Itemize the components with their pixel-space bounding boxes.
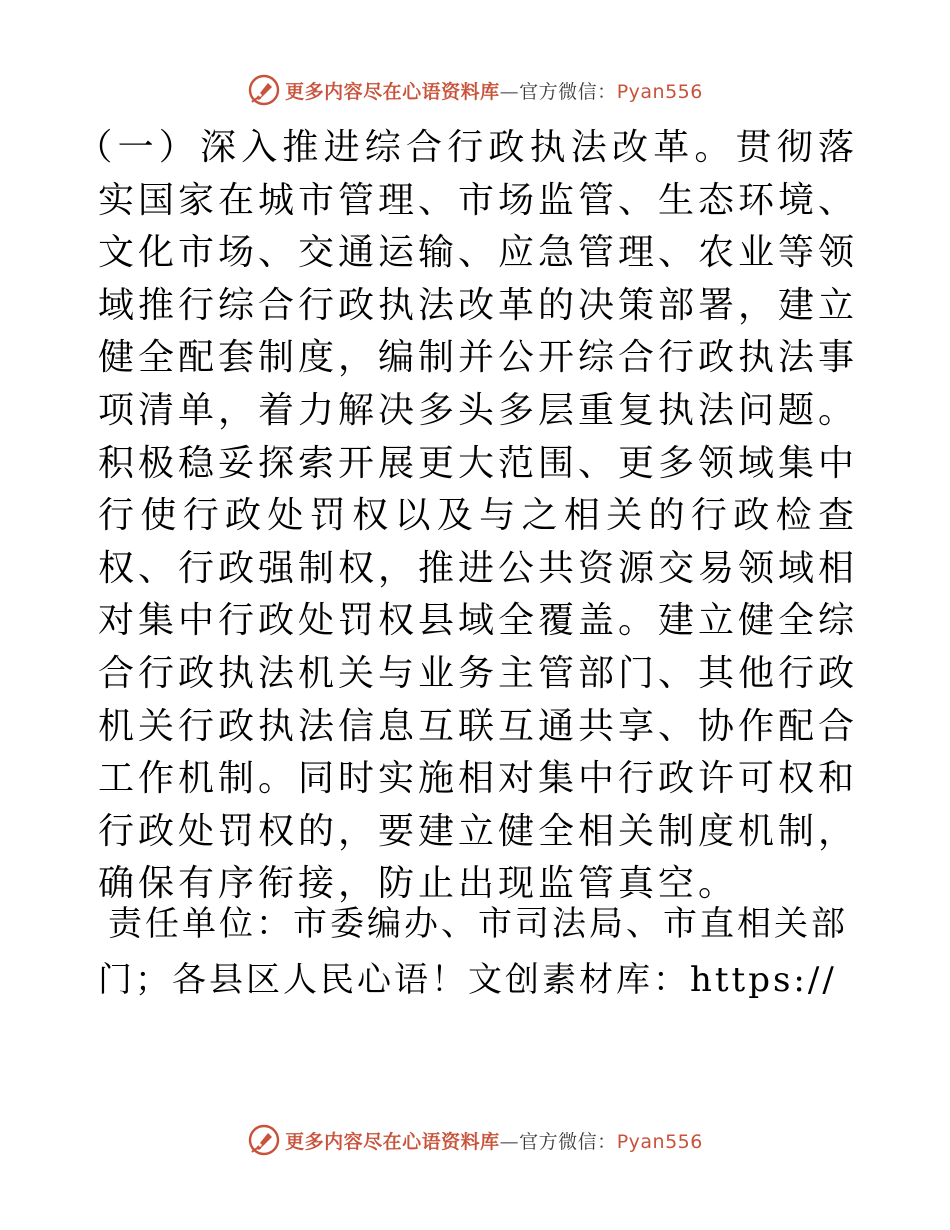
watermark-label: 官方微信： xyxy=(519,80,617,103)
document-body xyxy=(76,122,859,911)
pen-nib-circle-icon xyxy=(247,1123,281,1157)
watermark-main: 更多内容尽在心语资料库 xyxy=(285,1130,500,1153)
footer-watermark xyxy=(0,1120,950,1160)
watermark-separator: — xyxy=(499,80,520,103)
watermark-id: Pyan556 xyxy=(616,80,703,103)
watermark-main: 更多内容尽在心语资料库 xyxy=(285,80,500,103)
pen-nib-circle-icon xyxy=(247,73,281,107)
watermark-separator: — xyxy=(499,1130,520,1153)
body-paragraph: （一）深入推进综合行政执法改革。贯彻落实国家在城市管理、市场监管、生态环境、文化市场、交通运输、应急管理、农业等领域推行综合行政执法改革的决策部署，建立健全配套制度，编制并公开综合行政执法事项清单，着力解决多头多层重复执法问题。积极稳妥探索开展更大范围、更多领域集中行使行政处罚权以及与之相关的行政检查权、行政强制权，推进公共资源交易领域相对集中行政处罚权县域全覆盖。建立健全综合行政执法机关与业务主管部门、其他行政机关行政执法信息互联互通共享、协作配合工作机制。同时实施相对集中行政许可权和行政处罚权的，要建立健全相关制度机制，确保有序衔接，防止出现监管真空。 xyxy=(76,127,859,905)
watermark-label: 官方微信： xyxy=(519,1130,617,1153)
watermark-text xyxy=(285,1127,703,1154)
watermark-text xyxy=(285,77,703,104)
header-watermark xyxy=(0,70,950,110)
responsibility-line-2: 门；各县区人民心语！文创素材库：https:// xyxy=(98,960,837,1000)
watermark-id: Pyan556 xyxy=(616,1130,703,1153)
responsibility-line-1: 责任单位：市委编办、市司法局、市直相关部 xyxy=(108,904,848,944)
responsibility-block xyxy=(98,896,858,1008)
